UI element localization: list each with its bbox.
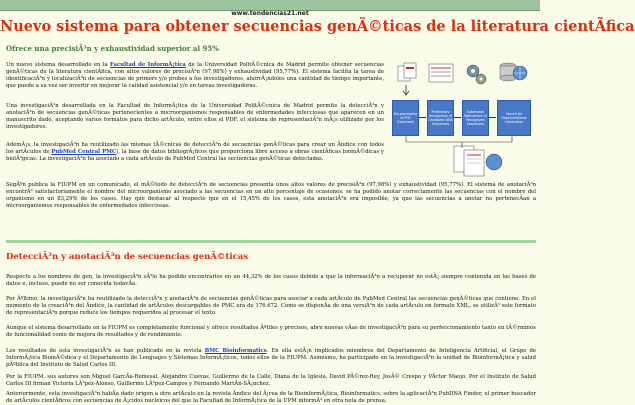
- article-subtitle: Ofrece una precisiÃ³n y exhaustividad superior al 95%: [6, 44, 219, 53]
- section-2-paragraph-3: Aunque el sistema desarrollado en la FIUPM es completamente funcional y ofrece resultados Ãºtiles y precisos, abre nuevas vÃas de investigaciÃ³n para su perfeccionamiento tanto en tÃ©rminos de funcionalidad como de mejora de resultados y de rendimiento.: [6, 325, 536, 338]
- arrow-3: [489, 117, 496, 118]
- fi-upm-link[interactable]: Facultad de InformÃ¡tica: [110, 62, 186, 68]
- pubmed-central-link[interactable]: PubMed Central PMC: [51, 148, 117, 155]
- section-2-paragraph-2: Por Ãºltimo, la investigaciÃ³n ha reutilizado la detecciÃ³n y anotaciÃ³n de secuencias genÃ©ticas para asociar a cada artÃculo de PubMed Central las secuencias genÃ©ticas que contiene. En el momento de la creaciÃ³n del Ãndice, la cantidad de artÃculos descargables de PMC era de 176.672. Como se disponÃa de una versiÃ³n de cada artÃculo en formato XML, se utilizÃ³ este formato de representaciÃ³n porque reduce los tiempos requeridos al procesar el texto.: [6, 296, 536, 316]
- section-2-heading: DetecciÃ³n y anotaciÃ³n de secuencias genÃ©ticas: [6, 252, 249, 262]
- section-2-paragraph-6: Anteriormente, esta investigaciÃ³n habÃa dado origen a otro artÃculo en la revista Ãndice del Ã¡rea de la BioinformÃ¡tica, Bioinformatics, sobre la aplicaciÃ³n PubDNA Finder, el primer buscador de artÃculos cientÃficos con secuencias de Ã¡cidos nucleicos del que la Facultad de InformÃ¡tica de la UPM informÃ³ en otra nota de prensa.: [6, 391, 536, 404]
- section-divider: [6, 240, 536, 243]
- step-preliminary-recognition: Preliminary Recognition of Candidate DNA Sequences: [427, 100, 454, 136]
- site-header-bar: [0, 0, 540, 17]
- section-2-paragraph-5: Por la FIUPM, sus autores son Miguel GarcÃa-Remesal, Alejandro Cuevas, Guillermo de la Calle, Diana de la Iglesia, David PÃ©rez-Rey, JosÃ© Crespo y VÃctor Maojo. Por el Instituto de Salud Carlos III firman Victoria LÃ³pez-Alonso, Guillermo LÃ³pez-Campos y Fernando MartÃn-SÃ¡nchez.: [6, 374, 536, 387]
- step-search-organism: Search for Organism/Gene Information: [497, 100, 531, 136]
- dna-sequence-icon: [428, 62, 454, 84]
- article-title: Nuevo sistema para obtener secuencias genÃ©ticas de la literatura cientÃfica: [0, 18, 635, 35]
- step-automated-refinement: Automated Refinement of Recognized Sequences: [462, 100, 489, 136]
- flow-arrows-icon: [392, 136, 532, 148]
- paragraph-1: Un nuevo sistema desarrollado en la Facultad de InformÃ¡tica de la Universidad PolitÃ©cnica de Madrid permite obtener secuencias genÃ©ticas de la literatura cientÃfica, con altos valores de precisiÃ³n (97,98%) y exhaustividad (95,77%). El sistema facilita la tarea de identificaciÃ³n y localizaciÃ³n de secuencias de primers y/o probes a los investigadores, ahorrÃ¡ndoles una cantidad de tiempo importante, que puede a su vez ser invertir en mejorar la calidad asistencial y/o en tareas investigadoras.: [6, 62, 384, 89]
- step-preprocessing: Pre-processing of PDF Document: [392, 100, 419, 136]
- database-globe-icon: [498, 60, 528, 86]
- paragraph-4: SegÃºn publica la FIUPM en un comunicado, el mÃ©todo de detecciÃ³n de secuencias presenta unos altos valores de precisiÃ³n (97,98%) y exhaustividad (95,77%). El sistema de anotaciÃ³n encontrÃ³ satisfactoriamente el nombre del microorganismo asociado a las secuencias en un alto porcentaje de ocasiones: se ha podido anotar correctamente las secuencias con el nombre del organismo en un 83,29% de los casos. Hay que destacar al respecto que en el 15,45% de los casos, esta anotaciÃ³n era imposible, ya que las secuencias a anotar no pertenecÃan a microorganismos responsables de enfermedades infecciosas.: [6, 182, 536, 209]
- pdf-documents-icon: [396, 62, 420, 84]
- section-2-paragraph-4: Los resultados de esta investigaciÃ³n se han publicado en la revista BMC Bioinformatics. En ella estÃ¡n implicados miembros del Departamento de Inteligencia Artificial, el Grupo de InformÃ¡tica BiomÃ©dica y el Departamento de Lenguajes y Sistemas InformÃ¡ticos, todos ellos de la FIUPM. Asimismo, ha participado en la investigaciÃ³n la unidad de BioinformÃ¡tica y salud pÃºblica del Instituto de Salud Carlos III.: [6, 348, 537, 368]
- section-2-paragraph-1: Respecto a los nombres de gen, la investigaciÃ³n sÃ³lo ha podido encontrarlos en un 44,32% de los casos debido a que la informaciÃ³n a recuperar no estÃ¡ siempre contenida en las bases de datos e, incluso, puede no ser conocida todavÃa.: [6, 274, 536, 287]
- arrow-down-icon: [401, 85, 411, 97]
- site-url[interactable]: www.tendencias21.net: [231, 10, 309, 17]
- arrow-2: [454, 117, 461, 118]
- results-documents-icon: [450, 142, 510, 182]
- gears-icon: [464, 62, 488, 86]
- arrow-1: [419, 117, 426, 118]
- pipeline-diagram: [390, 60, 536, 186]
- paragraph-2: Una investigaciÃ³n desarrollada en la Facultad de InformÃ¡tica de la Universidad PolitÃ©cnica de Madrid permite la detecciÃ³n y anotaciÃ³n de secuencias genÃ©ticas pertenecientes a microorganismos responsables de enfermedades infecciosas que aparecen en un manuscrito dado, aceptando varios formatos para dicho artÃculo, entre ellos el PDF, el sistema de representaciÃ³n mÃ¡s utilizado por los investigadores.: [6, 103, 384, 130]
- bmc-bioinformatics-link[interactable]: BMC Bioinformatics: [204, 348, 267, 354]
- paragraph-3: AdemÃ¡s, la investigaciÃ³n ha reutilizado las mismas tÃ©cnicas de detecciÃ³n de secuencias genÃ©ticas para crear un Ãndice con todos los artÃculos de PubMed Central PMC), la base de datos bibliogrÃ¡ficos que proporciona libre acceso a obras cientÃficas biomÃ©dicas y biolÃ³gicas. La investigaciÃ³n ha asociado a cada artÃculo de PubMed Central las secuencias genÃ©ticas detectadas.: [6, 142, 385, 162]
